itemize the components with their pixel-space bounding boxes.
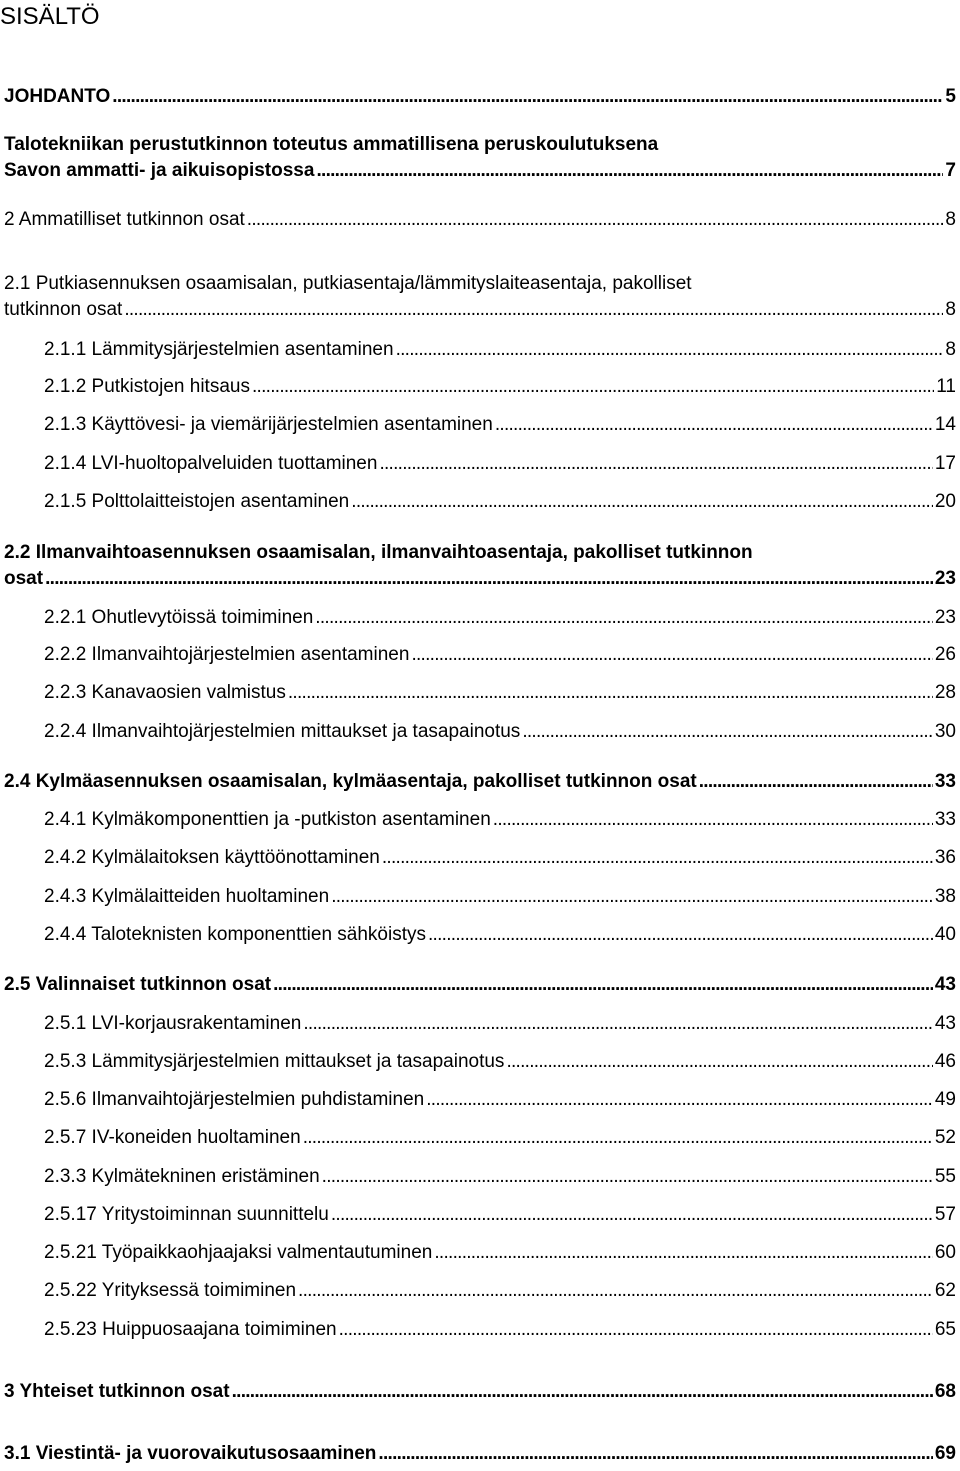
dot-leader [378, 1441, 932, 1467]
toc-entry-label: 2.2.2 Ilmanvaihtojärjestelmien asentaminen [44, 644, 410, 665]
toc-entry-2-5-17[interactable] [44, 1202, 956, 1228]
toc-entry-page: 65 [934, 1319, 956, 1340]
toc-entry-label: 2.4.1 Kylmäkomponenttien ja -putkiston asentaminen [44, 809, 491, 830]
toc-entry-2-1[interactable] [4, 271, 956, 323]
dot-leader [303, 1011, 933, 1037]
toc-entry-page: 52 [934, 1127, 956, 1148]
toc-entry-2-5-3[interactable] [44, 1049, 956, 1075]
dot-leader [112, 84, 943, 110]
toc-entry-2-1-3[interactable] [44, 412, 956, 438]
toc-entry-page: 55 [934, 1166, 956, 1187]
toc-entry-label: 2.5.21 Työpaikkaohjaajaksi valmentautuminen [44, 1242, 433, 1263]
toc-entry-2-4-3[interactable] [44, 884, 956, 910]
toc-entry-2-2-4[interactable] [44, 719, 956, 745]
toc-entry-label: 2.1.1 Lämmitysjärjestelmien asentaminen [44, 339, 394, 360]
dot-leader [428, 922, 933, 948]
toc-entry-page: 33 [934, 809, 956, 830]
toc-entry-label: 3.1 Viestintä- ja vuorovaikutusosaaminen [4, 1443, 377, 1464]
toc-entry-2-4[interactable] [4, 769, 956, 795]
toc-entry-page: 26 [934, 644, 956, 665]
dot-leader [232, 1379, 933, 1405]
dot-leader [247, 207, 944, 233]
toc-entry-page: 28 [934, 682, 956, 703]
toc-entry-label: 2.1.5 Polttolaitteistojen asentaminen [44, 491, 350, 512]
toc-entry-label: 2.4 Kylmäasennuksen osaamisalan, kylmäasentaja, pakolliset tutkinnon osat [4, 771, 697, 792]
toc-entry-label: 2.4.2 Kylmälaitoksen käyttöönottaminen [44, 847, 380, 868]
dot-leader [331, 1202, 933, 1228]
toc-entry-2-1-1[interactable] [44, 337, 956, 363]
toc-entry-label: 2.5.1 LVI-korjausrakentaminen [44, 1013, 302, 1034]
toc-entry-label: 2 Ammatilliset tutkinnon osat [4, 209, 245, 230]
toc-entry-label: 2.4.3 Kylmälaitteiden huoltaminen [44, 886, 330, 907]
toc-entry-label: osat [4, 568, 44, 589]
dot-leader [315, 605, 933, 631]
toc-entry-2-4-2[interactable] [44, 845, 956, 871]
toc-entry-johdanto[interactable] [4, 84, 956, 110]
toc-entry-label: 2.5.17 Yritystoiminnan suunnittelu [44, 1204, 329, 1225]
dot-leader [699, 769, 933, 795]
dot-leader [434, 1240, 933, 1266]
toc-entry-label-line1: 2.1 Putkiasennuksen osaamisalan, putkiasentaja/lämmityslaiteasentaja, pakolliset [4, 273, 692, 294]
toc-entry-label: JOHDANTO [4, 86, 111, 107]
dot-leader [322, 1164, 933, 1190]
dot-leader [124, 297, 943, 323]
dot-leader [298, 1278, 933, 1304]
toc-entry-2-1-4[interactable] [44, 451, 956, 477]
dot-leader [382, 845, 933, 871]
toc-entry-2-5-6[interactable] [44, 1087, 956, 1113]
toc-entry-page: 60 [934, 1242, 956, 1263]
toc-entry-2-1-2[interactable] [44, 374, 956, 400]
toc-entry-2-5-7[interactable] [44, 1125, 956, 1151]
toc-entry-label: 2.2.4 Ilmanvaihtojärjestelmien mittaukset ja tasapainotus [44, 721, 521, 742]
toc-entry-page: 43 [934, 1013, 956, 1034]
dot-leader [303, 1125, 933, 1151]
page-title: SISÄLTÖ [0, 3, 100, 30]
dot-leader [495, 412, 933, 438]
toc-entry-page: 30 [934, 721, 956, 742]
toc-entry-page: 23 [934, 607, 956, 628]
dot-leader [426, 1087, 933, 1113]
dot-leader [493, 807, 933, 833]
toc-entry-page: 36 [934, 847, 956, 868]
toc-entry-2-1-5[interactable] [44, 489, 956, 515]
toc-entry-page: 57 [934, 1204, 956, 1225]
toc-entry-page: 5 [945, 86, 956, 107]
dot-leader [379, 451, 932, 477]
toc-entry-page: 8 [945, 299, 956, 320]
toc-entry-page: 33 [934, 771, 956, 792]
toc-entry-2-5[interactable] [4, 972, 956, 998]
toc-entry-label: 2.4.4 Taloteknisten komponenttien sähköistys [44, 924, 426, 945]
toc-entry-toteutus[interactable] [4, 132, 956, 184]
toc-entry-page: 8 [945, 339, 956, 360]
toc-entry-label-line1: 2.2 Ilmanvaihtoasennuksen osaamisalan, ilmanvaihtoasentaja, pakolliset tutkinnon [4, 542, 753, 563]
toc-entry-label: 3 Yhteiset tutkinnon osat [4, 1381, 230, 1402]
toc-entry-label: 2.1.3 Käyttövesi- ja viemärijärjestelmien asentaminen [44, 414, 493, 435]
toc-entry-2-4-4[interactable] [44, 922, 956, 948]
dot-leader [339, 1317, 933, 1343]
toc-entry-page: 23 [934, 568, 956, 589]
dot-leader [396, 337, 944, 363]
toc-entry-3[interactable] [4, 1379, 956, 1405]
toc-entry-label: 2.5 Valinnaiset tutkinnon osat [4, 974, 272, 995]
toc-entry-page: 7 [945, 160, 956, 181]
toc-entry-page: 46 [934, 1051, 956, 1072]
toc-entry-2-5-23[interactable] [44, 1317, 956, 1343]
toc-entry-label: 2.2.3 Kanavaosien valmistus [44, 682, 286, 703]
toc-entry-3-1[interactable] [4, 1441, 956, 1467]
toc-entry-page: 14 [934, 414, 956, 435]
dot-leader [331, 884, 933, 910]
toc-entry-page: 11 [936, 376, 956, 397]
toc-entry-label: 2.1.2 Putkistojen hitsaus [44, 376, 250, 397]
toc-entry-label: 2.5.22 Yrityksessä toimiminen [44, 1280, 297, 1301]
toc-entry-page: 38 [934, 886, 956, 907]
dot-leader [522, 719, 933, 745]
toc-entry-label: 2.5.3 Lämmitysjärjestelmien mittaukset ja tasapainotus [44, 1051, 505, 1072]
toc-entry-label: 2.5.7 IV-koneiden huoltaminen [44, 1127, 301, 1148]
toc-entry-page: 68 [934, 1381, 956, 1402]
toc-entry-page: 43 [934, 974, 956, 995]
toc-entry-2-2-3[interactable] [44, 680, 956, 706]
dot-leader [351, 489, 933, 515]
toc-entry-2-2-1[interactable] [44, 605, 956, 631]
toc-entry-2-5-1[interactable] [44, 1011, 956, 1037]
toc-entry-page: 49 [934, 1089, 956, 1110]
toc-entry-page: 20 [934, 491, 956, 512]
dot-leader [411, 642, 932, 668]
toc-entry-label: 2.1.4 LVI-huoltopalveluiden tuottaminen [44, 453, 378, 474]
toc-entry-label: 2.5.6 Ilmanvaihtojärjestelmien puhdistaminen [44, 1089, 425, 1110]
toc-entry-page: 17 [934, 453, 956, 474]
toc-entry-label-line1: Talotekniikan perustutkinnon toteutus ammatillisena peruskoulutuksena [4, 134, 659, 155]
toc-entry-2-2-2[interactable] [44, 642, 956, 668]
toc-entry-2-3-3[interactable] [44, 1164, 956, 1190]
dot-leader [316, 158, 943, 184]
toc-entry-2-4-1[interactable] [44, 807, 956, 833]
dot-leader [45, 566, 933, 592]
toc-entry-label: Savon ammatti- ja aikuisopistossa [4, 160, 315, 181]
dot-leader [252, 374, 934, 400]
toc-entry-label: 2.5.23 Huippuosaajana toimiminen [44, 1319, 337, 1340]
toc-entry-page: 40 [934, 924, 956, 945]
toc-entry-2-2[interactable] [4, 540, 956, 592]
dot-leader [506, 1049, 932, 1075]
toc-entry-2-5-21[interactable] [44, 1240, 956, 1266]
toc-entry-label: 2.3.3 Kylmätekninen eristäminen [44, 1166, 320, 1187]
toc-entry-page: 8 [945, 209, 956, 230]
toc-entry-label: 2.2.1 Ohutlevytöissä toimiminen [44, 607, 314, 628]
dot-leader [288, 680, 933, 706]
toc-entry-page: 62 [934, 1280, 956, 1301]
toc-entry-label: tutkinnon osat [4, 299, 123, 320]
toc-entry-2-5-22[interactable] [44, 1278, 956, 1304]
dot-leader [273, 972, 933, 998]
toc-entry-2[interactable] [4, 207, 956, 233]
toc-entry-page: 69 [934, 1443, 956, 1464]
